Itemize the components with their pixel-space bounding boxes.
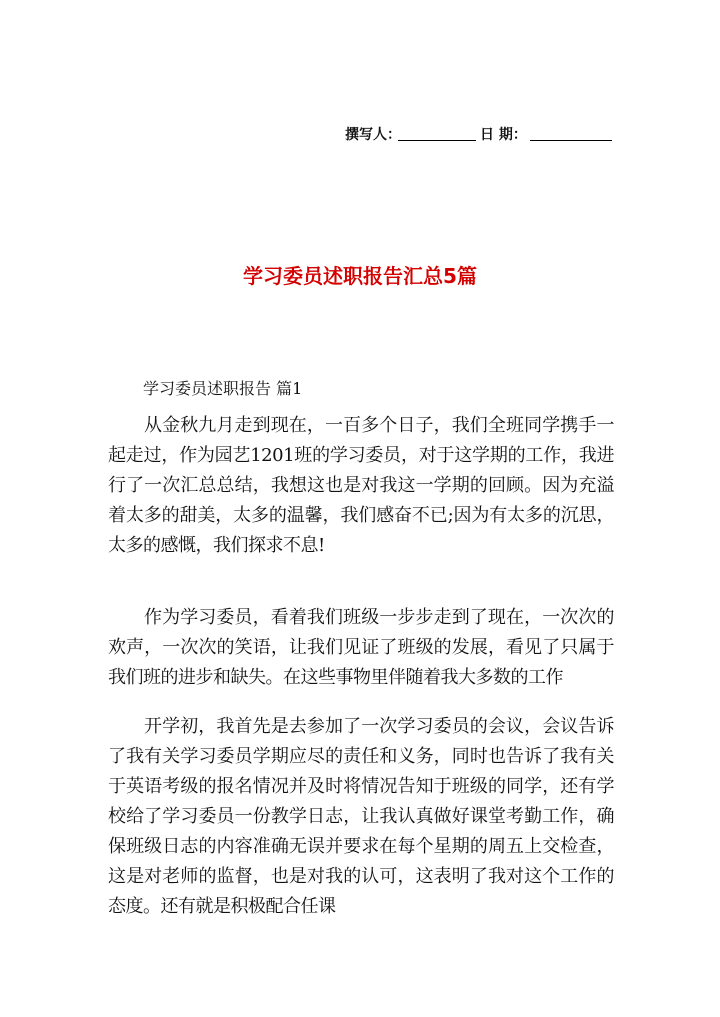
author-blank [398,140,476,141]
paragraph-3 [108,712,614,922]
paragraph-1 [108,411,614,561]
paragraph-text: 作为学习委员，看着我们班级一步步走到了现在，一次次的欢声，一次次的笑语，让我们见证了班级的发展，看见了只属于我们班的进步和缺失。在这些事物里伴随着我大多数的工作 [108,607,614,688]
paragraph-text: 从金秋九月走到现在，一百多个日子，我们全班同学携手一起走过，作为园艺1201班的学习委员，对于这学期的工作，我进行了一次汇总总结，我想这也是对我这一学期的回顾。因为充溢着太多的甜美，太多的温馨，我们感奋不已;因为有太多的沉思，太多的感慨，我们探求不息! [108,415,614,556]
author-label: 撰写人： [345,127,401,143]
date-label: 日 期： [480,127,527,143]
document-title: 学习委员述职报告汇总5篇 [243,264,477,288]
paragraph-2 [108,603,614,693]
date-blank [530,140,612,141]
author-date-line [0,125,720,147]
section-heading: 学习委员述职报告 篇1 [143,379,303,398]
paragraph-text: 开学初，我首先是去参加了一次学习委员的会议，会议告诉了我有关学习委员学期应尽的责任和义务，同时也告诉了我有关于英语考级的报名情况并及时将情况告知于班级的同学，还有学校给了学习委员一份教学日志，让我认真做好课堂考勤工作，确保班级日志的内容准确无误并要求在每个星期的周五上交检查，这是对老师的监督，也是对我的认可，这表明了我对这个工作的态度。还有就是积极配合任课 [108,716,614,917]
